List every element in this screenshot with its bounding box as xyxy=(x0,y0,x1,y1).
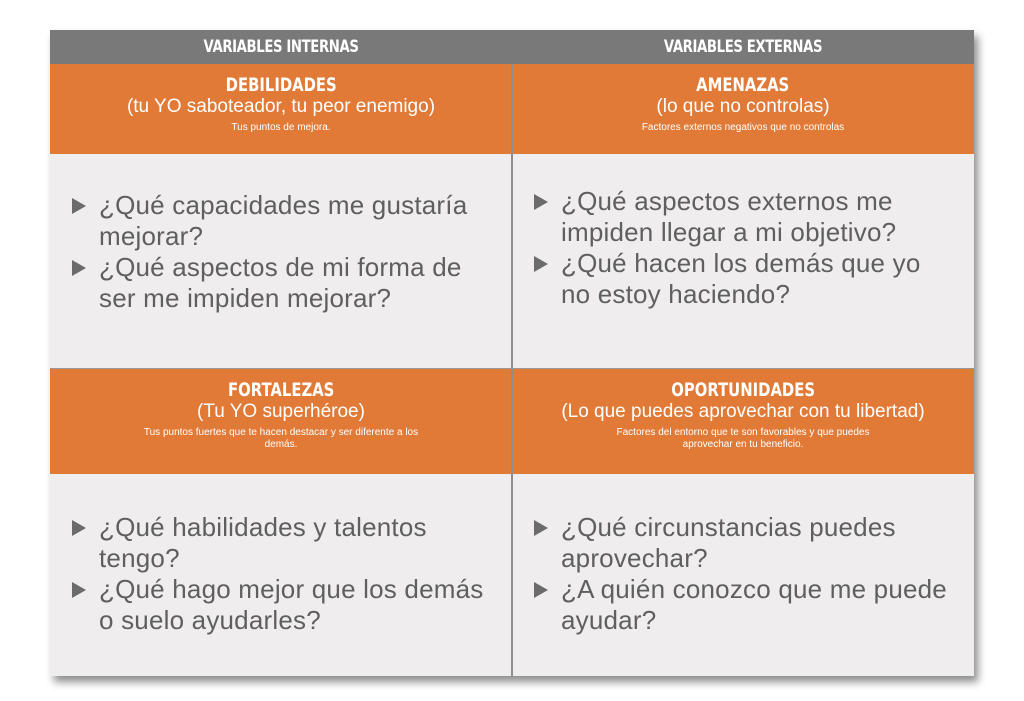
list-item xyxy=(72,190,492,252)
triangle-bullet-icon xyxy=(72,260,86,276)
item-text: ¿A quién conozco que me puede ayudar? xyxy=(561,574,947,635)
subtitle-debilidades: (tu YO saboteador, tu peor enemigo) xyxy=(126,96,436,117)
triangle-bullet-icon xyxy=(72,520,86,536)
title-amenazas: AMENAZAS xyxy=(696,74,790,96)
item-text: ¿Qué hacen los demás que yo no estoy haciendo? xyxy=(561,248,921,309)
header-internal-variables: VARIABLES INTERNAS xyxy=(203,37,359,57)
list-item xyxy=(72,252,492,314)
list-item xyxy=(72,512,492,574)
quadrant-debilidades xyxy=(50,64,512,369)
subtitle-amenazas: (lo que no controlas) xyxy=(656,96,830,117)
horizontal-divider xyxy=(50,368,974,369)
note-amenazas: Factores externos negativos que no controlas xyxy=(641,122,845,133)
body-oportunidades xyxy=(512,474,974,674)
quadrant-oportunidades xyxy=(512,369,974,674)
header-external-variables: VARIABLES EXTERNAS xyxy=(663,37,823,57)
item-text: ¿Qué aspectos externos me impiden llegar a mi objetivo? xyxy=(561,186,897,247)
triangle-bullet-icon xyxy=(534,520,548,536)
banner-fortalezas xyxy=(50,369,512,474)
triangle-bullet-icon xyxy=(534,194,548,210)
subtitle-oportunidades: (Lo que puedes aprovechar con tu libertad) xyxy=(561,401,925,422)
list-item xyxy=(534,248,954,310)
title-debilidades: DEBILIDADES xyxy=(225,74,337,96)
list-item xyxy=(534,574,954,636)
body-fortalezas xyxy=(50,474,512,674)
list-item xyxy=(534,186,954,248)
title-fortalezas: FORTALEZAS xyxy=(227,379,335,401)
triangle-bullet-icon xyxy=(534,256,548,272)
banner-amenazas xyxy=(512,64,974,154)
item-text: ¿Qué circunstancias puedes aprovechar? xyxy=(561,512,896,573)
subtitle-fortalezas: (Tu YO superhéroe) xyxy=(197,401,365,422)
title-oportunidades: OPORTUNIDADES xyxy=(671,379,815,401)
swot-card xyxy=(50,30,974,676)
note-oportunidades: Factores del entorno que te son favorables y que puedes aprovechar en tu beneficio. xyxy=(616,427,870,450)
vertical-divider xyxy=(511,64,513,676)
note-fortalezas: Tus puntos fuertes que te hacen destacar y ser diferente a los demás. xyxy=(143,427,419,450)
quadrant-amenazas xyxy=(512,64,974,369)
note-debilidades: Tus puntos de mejora. xyxy=(231,122,331,133)
triangle-bullet-icon xyxy=(534,582,548,598)
triangle-bullet-icon xyxy=(72,582,86,598)
header-bar xyxy=(50,30,974,64)
banner-oportunidades xyxy=(512,369,974,474)
list-item xyxy=(72,574,492,636)
item-text: ¿Qué aspectos de mi forma de ser me impiden mejorar? xyxy=(99,252,462,313)
triangle-bullet-icon xyxy=(72,198,86,214)
quadrant-fortalezas xyxy=(50,369,512,674)
body-debilidades xyxy=(50,154,512,369)
banner-debilidades xyxy=(50,64,512,154)
item-text: ¿Qué capacidades me gustaría mejorar? xyxy=(99,190,468,251)
body-amenazas xyxy=(512,154,974,369)
list-item xyxy=(534,512,954,574)
item-text: ¿Qué hago mejor que los demás o suelo ayudarles? xyxy=(99,574,484,635)
item-text: ¿Qué habilidades y talentos tengo? xyxy=(99,512,427,573)
